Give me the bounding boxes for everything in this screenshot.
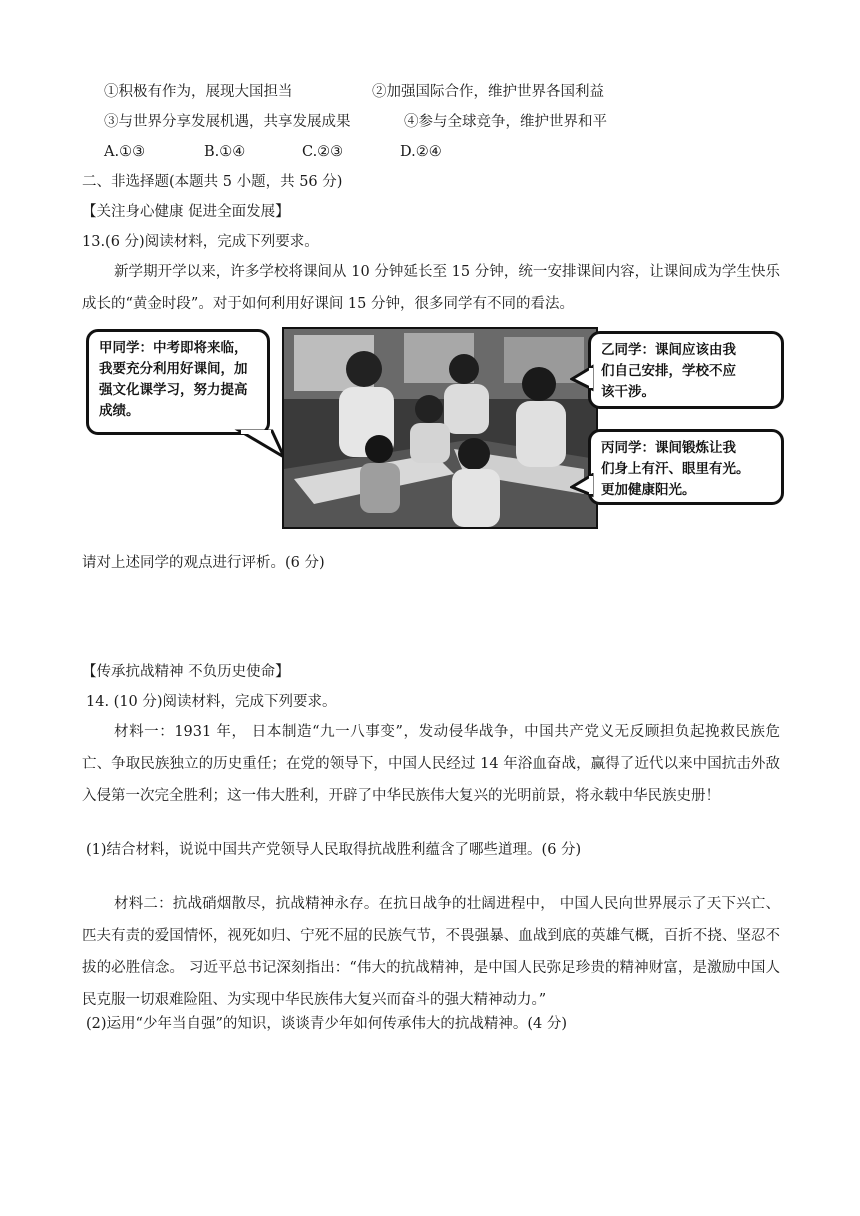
bubble-jia-line-4: 成绩。	[99, 403, 140, 419]
q14-material-1: 材料一：1931 年， 日本制造“九一八事变”，发动侵华战争，中国共产党义无反顾担负起挽救民族危亡、争取民族独立的历史重任；在党的领导下，中国人民经过 14 年浴血奋战，赢得了近代以来中国抗击外敌入侵第一次完全胜利；这一伟大胜利，开辟了中华民族伟大复兴的光明前景，将永载中华民族史册！	[82, 724, 780, 804]
q14-sub-2: (2)运用“少年当自强”的知识，谈谈青少年如何传承伟大的抗战精神。(4 分)	[86, 1016, 568, 1032]
bubble-bing-line-1: 丙同学：课间锻炼让我	[601, 440, 736, 456]
q14-sub-1: (1)结合材料，说说中国共产党领导人民取得抗战胜利蕴含了哪些道理。(6 分)	[86, 842, 582, 858]
classroom-illustration	[82, 323, 786, 529]
option-1: ①积极有作为，展现大国担当	[104, 84, 293, 100]
bubble-bing	[588, 429, 784, 505]
bubble-yi-tail	[570, 363, 594, 393]
bubble-bing-line-3: 更加健康阳光。	[601, 482, 696, 498]
option-4: ④参与全球竞争，维护世界和平	[404, 114, 607, 130]
q13-material: 新学期开学以来，许多学校将课间从 10 分钟延长至 15 分钟，统一安排课间内容，让课间成为学生快乐成长的“黄金时段”。对于如何利用好课间 15 分钟，很多同学有不同的看法。	[82, 264, 780, 312]
option-2: ②加强国际合作，维护世界各国利益	[372, 84, 604, 100]
bubble-yi-line-1: 乙同学：课间应该由我	[601, 342, 736, 358]
bubble-bing-tail	[570, 473, 594, 503]
choice-c: C.②③	[302, 144, 344, 160]
bubble-jia-line-3: 强文化课学习，努力提高	[99, 382, 248, 398]
choice-d: D.②④	[400, 144, 442, 160]
bubble-yi-line-3: 该干涉。	[601, 384, 655, 400]
option-3: ③与世界分享发展机遇，共享发展成果	[104, 114, 351, 130]
classroom-photo	[282, 327, 598, 529]
choice-a: A.①③	[104, 144, 146, 160]
bubble-jia-line-2: 我要充分利用好课间，加	[99, 361, 248, 377]
choice-b: B.①④	[204, 144, 246, 160]
q14-header: 14. (10 分)阅读材料，完成下列要求。	[86, 694, 337, 710]
bubble-yi	[588, 331, 784, 409]
q14-material-2: 材料二：抗战硝烟散尽，抗战精神永存。在抗日战争的壮阔进程中， 中国人民向世界展示了天下兴亡、 匹夫有责的爱国情怀，视死如归、宁死不屈的民族气节，不畏强暴、血战到底的英雄气概，百折不挠、坚忍不拔的必胜信念。 习近平总书记深刻指出：“伟大的抗战精神，是中国人民弥足珍贵的精神财富，是激励中国人民克服一切艰难险阻、为实现中华民族伟大复兴而奋斗的强大精神动力。”	[82, 896, 780, 1008]
bubble-yi-line-2: 们自己安排，学校不应	[601, 363, 736, 379]
bubble-jia-line-1: 甲同学：中考即将来临，	[99, 340, 248, 356]
bubble-bing-line-2: 们身上有汗、眼里有光。	[601, 461, 750, 477]
q13-prompt: 请对上述同学的观点进行评析。(6 分)	[82, 555, 325, 571]
q13-header: 13.(6 分)阅读材料，完成下列要求。	[82, 234, 319, 250]
bubble-jia	[86, 329, 270, 435]
theme-heading-1: 【关注身心健康 促进全面发展】	[82, 204, 290, 220]
section-title: 二、非选择题(本题共 5 小题，共 56 分)	[82, 174, 343, 190]
theme-heading-2: 【传承抗战精神 不负历史使命】	[82, 664, 290, 680]
